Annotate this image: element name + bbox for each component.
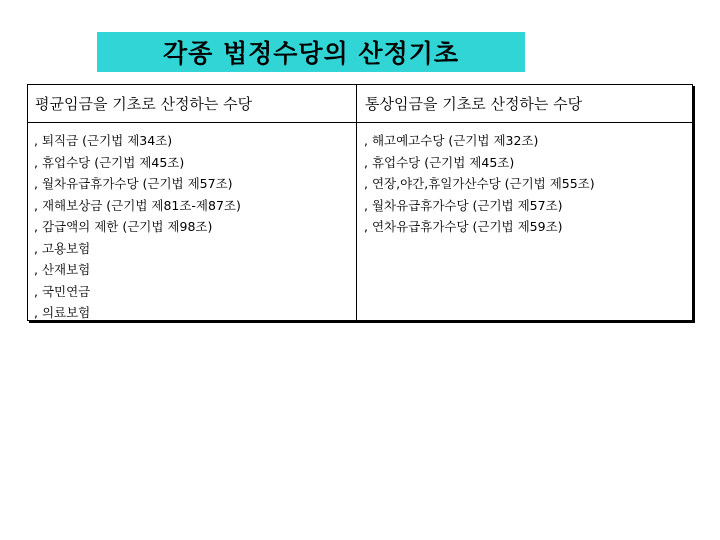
left-column-list — [34, 130, 352, 324]
left-column-header: 평균임금을 기초로 산정하는 수당 — [35, 95, 253, 113]
list-item: , 산재보험 — [34, 262, 91, 277]
list-item: , 연장,야간,휴일가산수당 (근기법 제55조) — [364, 176, 595, 191]
right-column-header: 통상임금을 기초로 산정하는 수당 — [365, 95, 583, 113]
list-item: , 국민연금 — [34, 283, 91, 299]
list-item: , 연차유급휴가수당 (근기법 제59조) — [364, 219, 563, 234]
list-item: , 의료보험 — [34, 305, 91, 320]
list-item: , 감급액의 제한 (근기법 제98조) — [34, 219, 213, 234]
page-title: 각종 법정수당의 산정기초 — [162, 39, 460, 68]
header-divider — [28, 122, 692, 123]
column-divider — [356, 85, 357, 320]
list-item: , 고용보험 — [34, 240, 91, 256]
list-item: , 월차유급휴가수당 (근기법 제57조) — [34, 176, 233, 191]
list-item: , 월차유급휴가수당 (근기법 제57조) — [364, 197, 563, 213]
comparison-table — [27, 84, 693, 321]
list-item: , 재해보상금 (근기법 제81조-제87조) — [34, 197, 241, 213]
right-column-list — [364, 130, 690, 238]
title-banner — [97, 32, 525, 72]
list-item: , 휴업수당 (근기법 제45조) — [364, 154, 515, 170]
list-item: , 해고예고수당 (근기법 제32조) — [364, 133, 539, 148]
list-item: , 퇴직금 (근기법 제34조) — [34, 133, 173, 148]
list-item: , 휴업수당 (근기법 제45조) — [34, 154, 185, 170]
